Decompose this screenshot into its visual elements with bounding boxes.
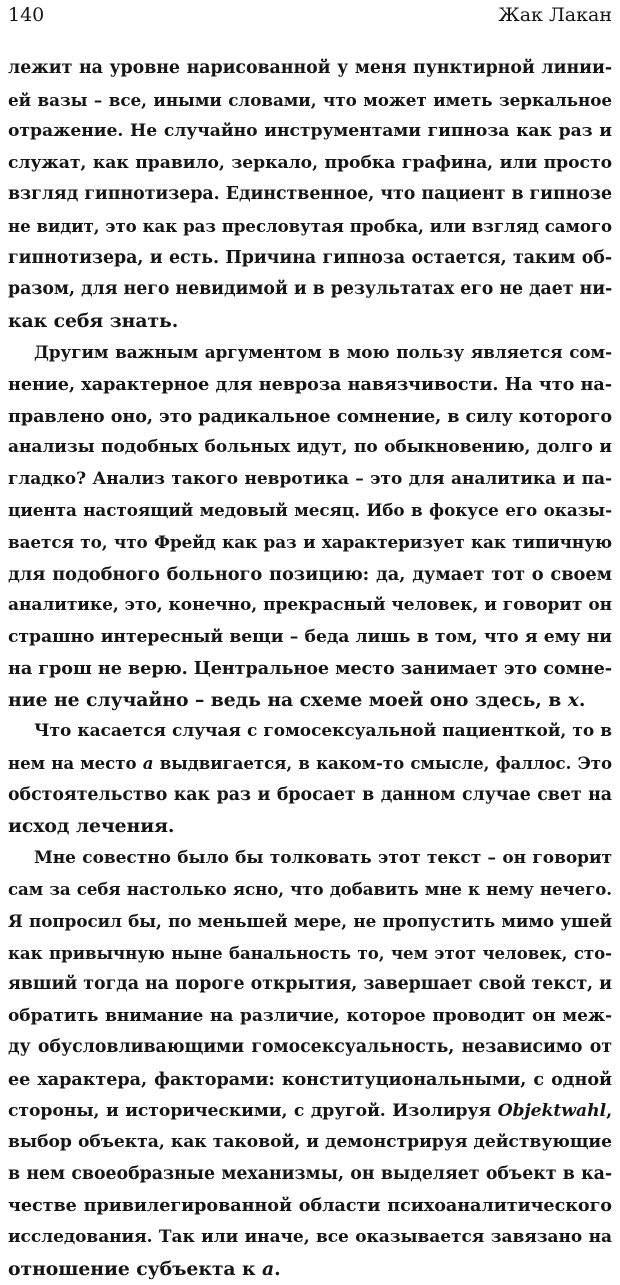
text-line: Другим важным аргументом в мою пользу является сом-	[34, 342, 612, 363]
page-number: 140	[8, 4, 45, 26]
text-line: как привычную ныне банальность то, чем этот человек, сто-	[8, 942, 612, 963]
body-text	[8, 53, 612, 1285]
text-line: взгляд гипнотизера. Единственное, что пациент в гипнозе	[8, 184, 612, 205]
text-line: Мне совестно было бы толковать этот текст – он говорит	[34, 847, 612, 868]
text-run: ние не случайно – ведь на схеме моей оно здесь, в	[8, 688, 568, 711]
text-line: обстоятельство как раз и бросает в данном случае свет на	[8, 784, 612, 805]
text-line: исследования. Так или иначе, все оказывается завязано на	[8, 1226, 612, 1247]
text-line: страшно интересный вещи – беда лишь в том, что я ему ни	[8, 626, 612, 647]
text-line: разом, для него невидимой и в результатах его не дает ни-	[8, 279, 613, 300]
running-head	[8, 3, 612, 27]
text-line: гладко? Анализ такого невротика – это для аналитика и па-	[8, 468, 612, 489]
text-run: .	[578, 688, 586, 711]
text-line: ей вазы – все, иными словами, что может иметь зеркальное	[8, 89, 612, 110]
italic-term-objektwahl: Objektwahl	[497, 1100, 607, 1121]
text-line: правлено оно, это радикальное сомнение, в силу которого	[8, 405, 613, 427]
text-line: вается то, что Фрейд как раз и характеризует как типичную	[8, 531, 612, 552]
text-line: на грош не верю. Центральное место занимает это сомне-	[8, 658, 612, 680]
text-line: циента настоящий медовый месяц. Ибо в фокусе его оказы-	[8, 500, 612, 521]
text-line: выбор объекта, как таковой, и демонстрируя действующие	[8, 1132, 612, 1153]
text-line: служат, как правило, зеркало, пробка графина, или просто	[8, 152, 612, 173]
text-line: обратить внимание на различие, которое проводит он меж-	[8, 1005, 612, 1026]
text-run: выдвигается, в каком-то смысле, фаллос. Это	[153, 753, 612, 774]
text-line: аналитике, это, конечно, прекрасный человек, и говорит он	[8, 595, 612, 616]
text-line: ее характера, факторами: конституциональными, с одной	[8, 1069, 612, 1090]
italic-symbol-x: x	[567, 688, 579, 711]
paragraph-3	[8, 716, 612, 842]
text-line: в нем своеобразные механизмы, он выделяет объект в ка-	[8, 1163, 612, 1184]
text-line: не видит, это как раз пресловутая пробка, или взгляд самого	[8, 215, 612, 236]
text-line: Я попросил бы, по меньшей мере, не пропустить мимо ушей	[8, 911, 612, 932]
text-line: честве привилегированной области психоаналитического	[8, 1195, 612, 1217]
paragraph-4	[8, 843, 612, 1285]
text-line: ду обусловливающими гомосексуальность, независимо от	[8, 1037, 612, 1058]
text-line	[8, 1254, 612, 1285]
text-line	[8, 685, 612, 717]
paragraph-2	[8, 337, 612, 716]
text-run: .	[274, 1257, 281, 1280]
running-title: Жак Лакан	[498, 4, 612, 26]
text-run: нем на место	[8, 753, 143, 774]
text-line	[8, 1096, 612, 1128]
italic-symbol-a: a	[142, 753, 154, 774]
text-line: для подобного больного позицию: да, думает тот о своем	[8, 563, 612, 585]
text-line: исход лечения.	[8, 815, 175, 838]
text-line: явший тогда на пороге открытия, завершает свой текст, и	[8, 974, 612, 995]
italic-symbol-a: a	[262, 1257, 275, 1280]
text-line: сам за себя настолько ясно, что добавить мне к нему нечего.	[8, 879, 612, 900]
text-line: как себя знать.	[8, 309, 179, 332]
text-run: стороны, и историческими, с другой. Изолируя	[8, 1100, 498, 1121]
text-line: нение, характерное для невроза навязчивости. На что на-	[8, 373, 612, 395]
text-line: Что касается случая с гомосексуальной пациенткой, то в	[34, 721, 612, 742]
text-run: отношение субъекта к	[8, 1257, 263, 1280]
text-line: анализы подобных больных идут, по обыкновению, долго и	[8, 437, 612, 458]
text-line: отражение. Не случайно инструментами гипноза как раз и	[8, 121, 612, 142]
text-run: ,	[606, 1100, 612, 1121]
text-line: лежит на уровне нарисованной у меня пунктирной линии-	[8, 58, 612, 78]
text-line: гипнотизера, и есть. Причина гипноза остается, таким об-	[8, 247, 612, 268]
paragraph-1	[8, 53, 612, 337]
text-line	[8, 748, 612, 780]
